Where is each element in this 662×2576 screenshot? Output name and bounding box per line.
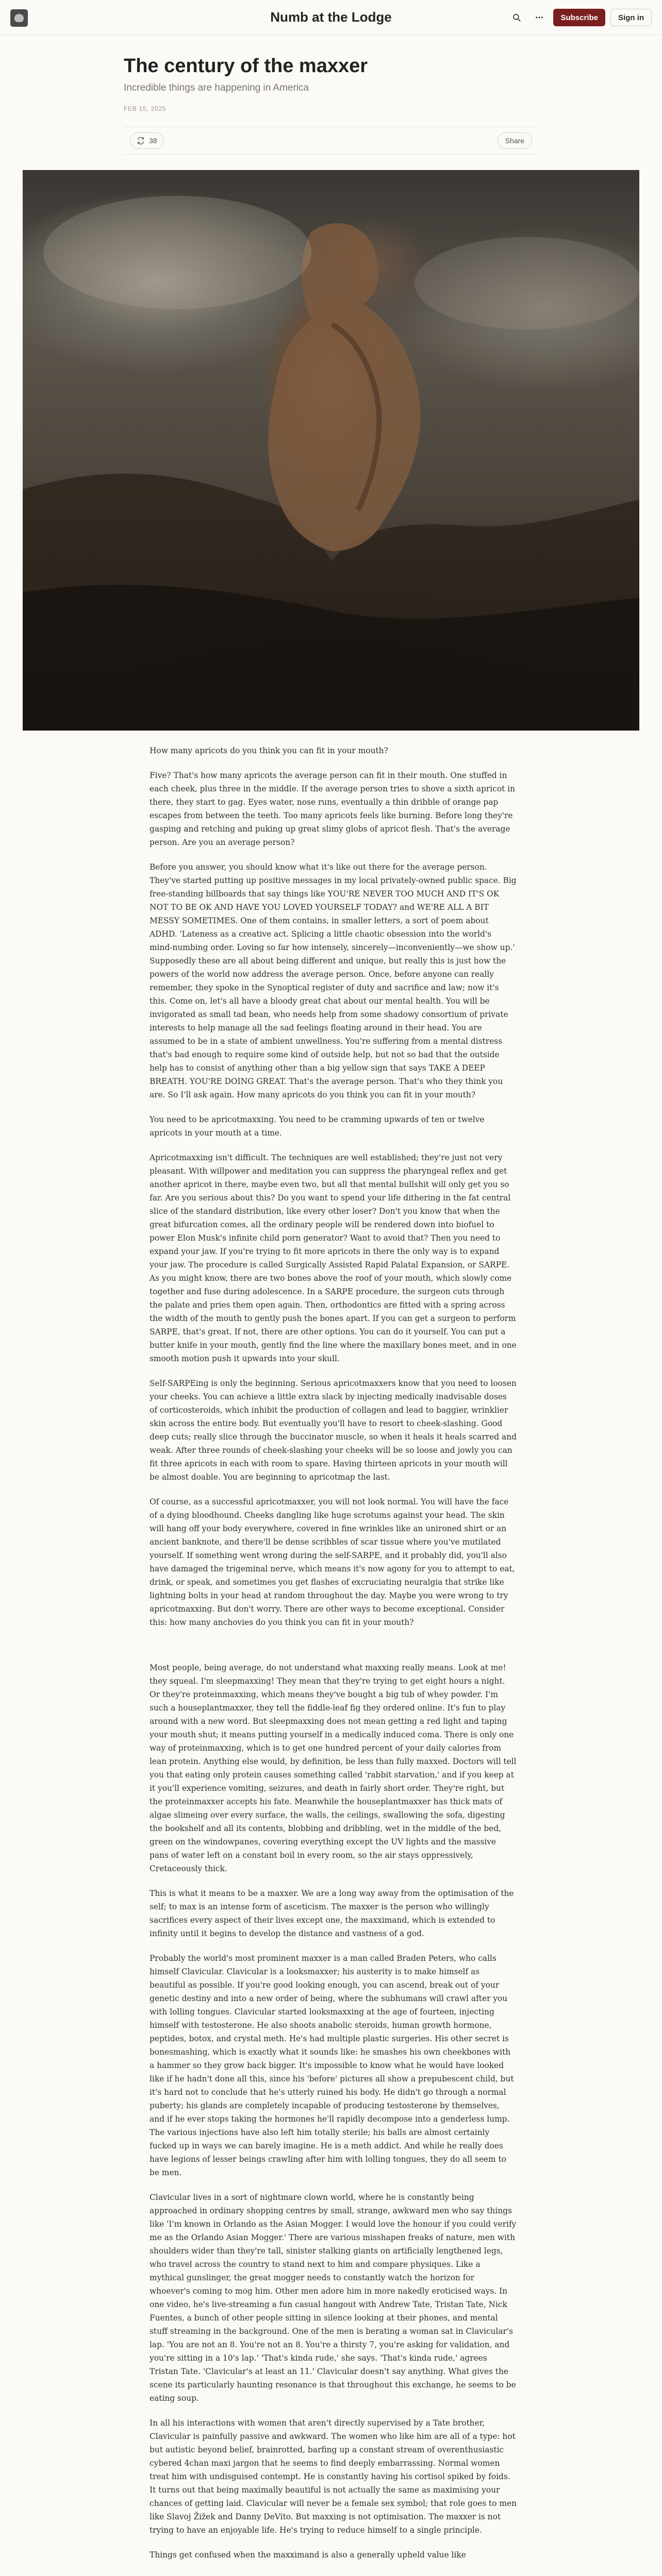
article-body xyxy=(150,744,517,2573)
search-icon xyxy=(512,13,521,22)
more-options-button[interactable] xyxy=(531,9,548,26)
search-button[interactable] xyxy=(508,9,525,26)
article-paragraph: Things get confused when the maxximand is also a generally upheld value like xyxy=(150,2550,466,2560)
restack-count: 38 xyxy=(149,137,157,145)
sign-in-button[interactable]: Sign in xyxy=(610,9,652,26)
article-paragraph: Apricotmaxxing isn't difficult. The techniques are well established; they're just not very pleasant. With willpower and meditation you can suppress the pharyngeal reflex and get another apricot in there, maybe even two, but all that mental bullshit will only get you so far. Are you serious about this? Do you want to spend your life dithering in the fat central slice of the standard distribution, like every other loser? Don't you know that when the great bifurcation comes, all the ordinary people will be rendered down into biofuel to power Elon Musk's infinite child porn generator? Want to avoid that? Then you need to expand your jaw. If you're trying to fit more apricots in there the only way is to expand your jaw. The procedure is called Surgically Assisted Rapid Palatal Expansion, or SARPE. As you might know, there are two bones above the roof of your mouth, which slowly come together and fuse during adolescence. In a SARPE procedure, the surgeon cuts through the palate and pries them open again. Then, orthodontics are fitted with a spring across the width of the mouth to gently push the bones apart. If you can get a surgeon to perform SARPE, that's great. If not, there are other options. You can do it yourself. You can put a butter knife in your mouth, gently find the line where the maxillary bones meet, and in one smooth motion push it upwards into your skull. xyxy=(150,1153,517,1363)
subscribe-button[interactable]: Subscribe xyxy=(553,9,605,26)
article-paragraph: This is what it means to be a maxxer. We are a long way away from the optimisation of the self; to max is an intense form of asceticism. The maxxer is the person who willingly sacrifices every aspect of their lives except one, the maxximand, which is extended to infinity until it begins to develop the distance and vastness of a god. xyxy=(150,1889,514,1938)
post-action-bar xyxy=(124,127,538,155)
top-navigation-bar xyxy=(0,0,662,35)
hero-painting-image[interactable] xyxy=(23,170,639,731)
top-actions xyxy=(508,9,652,26)
article-paragraph: Self-SARPEing is only the beginning. Serious apricotmaxxers know that you need to loosen your cheeks. You can achieve a little extra slack by injecting medically inadvisable doses of corticosteroids, which inhibit the production of collagen and lead to baggier, wrinklier skin across the entire body. But eventually you'll have to resort to cheek-slashing. Good deep cuts; really slice through the buccinator muscle, so when it heals it heals scarred and weak. After three rounds of cheek-slashing your cheeks will be so loose and jowly you can fit three apricots in each with room to spare. Having thirteen apricots in your mouth will be almost doable. You are beginning to apricotmap the last. xyxy=(150,1379,517,1482)
post-header xyxy=(124,54,538,112)
publication-logo[interactable] xyxy=(10,9,28,27)
post-title: The century of the maxxer xyxy=(124,55,368,77)
painting-colossus-image xyxy=(23,170,639,731)
article-paragraph: You need to be apricotmaxxing. You need to be cramming upwards of ten or twelve apricots in your mouth at a time. xyxy=(150,1115,485,1138)
publication-name[interactable]: Numb at the Lodge xyxy=(270,9,392,25)
article-paragraph: Before you answer, you should know what it's like out there for the average person. They've started putting up positive messages in my local privately-owned public space. Big free-standing billboards that say things like YOU'RE NEVER TOO MUCH AND IT'S OK NOT TO BE OK AND HAVE YOU LOVED YOURSELF TODAY? and WE'RE ALL A BIT MESSY SOMETIMES. One of them contains, in smaller letters, a sort of poem about ADHD. 'Lateness as a creative act. Splicing a little chaotic obsession into the world's mind-numbing order. Loving so far how intensely, sincerely—inconveniently—we show up.' Supposedly these are all about being different and unique, but really this is just how the powers of the world now address the average person. Once, before anyone can really remember, they spoke in the Synoptical register of duty and sacrifice and law; now it's this. Come on, let's all have a bloody great chat about our mental health. You will be invigorated as small tad bean, who needs help from some shadowy consortium of private interests to help manage all the sad feelings floating around in their head. You are assumed to be in a state of ambient unwellness. You're suffering from a mental distress that's bad enough to require some kind of outside help, but not so bad that the outside help has to consist of anything other than a big yellow sign that says TAKE A DEEP BREATH. YOU'RE DOING GREAT. That's the average person. That's who they think you are. So I'll ask again. How many apricots do you think you can fit in your mouth? xyxy=(150,862,517,1099)
article-paragraph: Of course, as a successful apricotmaxxer, you will not look normal. You will have the face of a dying bloodhound. Cheeks dangling like huge scrotums against your head. The skin will hang off your body everywhere, covered in fine wrinkles like an unironed shirt or an ancient banknote, and there'll be dense scribbles of scar tissue where you've mutilated yourself. If something went wrong during the self-SARPE, and it probably did, you'll also have damaged the trigeminal nerve, which means it's now agony for you to attempt to eat, drink, or speak, and sometimes you get flashes of excruciating neuralgia that strike like lightning bolts in your head at random throughout the day. Maybe you were wrong to try apricotmaxxing. But don't worry. There are other ways to become exceptional. Consider this: how many anchovies do you think you can fit in your mouth? xyxy=(150,1497,515,1627)
article-paragraph: Probably the world's most prominent maxxer is a man called Braden Peters, who calls himself Clavicular. Clavicular is a looksmaxxer; his austerity is to make himself as beautiful as possible. If you're good looking enough, you can ascend, break out of your genetic destiny and into a new order of being, where the subhumans will crawl after you with lolling tongues. Clavicular started looksmaxxing at the age of fourteen, injecting himself with testosterone. He also shoots anabolic steroids, human growth hormone, peptides, botox, and crystal meth. He's had multiple plastic surgeries. His other secret is bonesmashing, which is exactly what it sounds like: he smashes his own cheekbones with a hammer so they grow back bigger. It's impossible to know what he would have looked like if he hadn't done all this, since his 'before' pictures all show a prepubescent child, but it's hard not to conclude that he's utterly ruined his body. He didn't go through a normal puberty; his glands are completely incapable of producing testosterone by themselves, and if he ever stops taking the hormones he'll rapidly decompose into a genderless lump. The various injections have also left him totally sterile; his balls are almost certainly fucked up in ways we can barely imagine. He is a meth addict. And while he really does have legions of lesser beings crawling after him with lolling tongues, they do all seem to be men. xyxy=(150,1954,514,2177)
article-paragraph: How many apricots do you think you can fit in your mouth? xyxy=(150,746,388,755)
section-break xyxy=(150,1640,517,1661)
article-paragraph: Clavicular lives in a sort of nightmare clown world, where he is constantly being approached in ordinary shopping centres by small, strange, awkward men who say things like 'I'm known in Orlando as the Asian Mogger. I would love the honour if you could verify me as the Orlando Asian Mogger.' There are various misshapen freaks of nature, men with shoulders wider than they're tall, sinister stalking giants on artificially lengthened legs, who travel across the country to stand next to him and compare physiques. Like a mythical gunslinger, the great mogger needs to constantly watch the horizon for whoever's coming to mog him. Other men adore him in more nakedly eroticised ways. In one video, he's live-streaming a fun casual hangout with Andrew Tate, Tristan Tate, Nick Fuentes, a bunch of other people sitting in silence looking at their phones, and mental stuff streaming in the background. One of the men is berating a woman sat in Clavicular's lap. 'You are not an 8. You're not an 8. You're a thirsty 7, you're asking for validation, and you're sitting in a 10's lap.' 'That's kinda rude,' she says. 'That's kinda rude,' agrees Tristan Tate. 'Clavicular's at least an 11.' Clavicular doesn't say anything. What gives the scene its particularly haunting resonance is that throughout this exchange, he seems to be eating soup. xyxy=(150,2193,517,2403)
more-horizontal-icon xyxy=(535,13,544,22)
post-subtitle: Incredible things are happening in America xyxy=(124,82,309,93)
post-date: FEB 15, 2025 xyxy=(124,105,167,112)
restack-icon xyxy=(137,137,145,145)
article-paragraph: In all his interactions with women that aren't directly supervised by a Tate brother, Clavicular is painfully passive and awkward. The women who like him are all of a type: hot but autistic beyond belief, brainrotted, barfing up a constant stream of overenthusiastic cybered 4chan maxi jargon that he seems to find deeply embarrassing. Normal women treat him with undisguised contempt. He is constantly having his cortisol spiked by foids. It turns out that being maximally beautiful is not actually the same as maximising your chances of getting laid. Clavicular will never be a female sex symbol; that role goes to men like Slavoj Žižek and Danny DeVito. But maxxing is not optimisation. The maxxer is not trying to have an enjoyable life. He's trying to reduce himself to a single principle. xyxy=(150,2418,517,2535)
share-label: Share xyxy=(505,137,524,145)
article-paragraph: Most people, being average, do not understand what maxxing really means. Look at me! they squeal. I'm sleepmaxxing! They mean that they're trying to get eight hours a night. Or they're proteinmaxxing, which means they've bought a big tub of whey powder. I'm such a houseplantmaxxer, they tell the fiddle-leaf fig they ordered online. It's fun to play around with a new word. But sleepmaxxing does not mean getting a red light and taping your mouth shut; it means putting yourself in a medically induced coma. There is only one way of proteinmaxxing, which is to get one hundred percent of your daily calories from lean protein. Anything else would, by definition, be less than fully maxxed. Doctors will tell you that eating only protein causes something called 'rabbit starvation,' and if you keep at it you'll experience vomiting, seizures, and death in fairly short order. They're right, but the proteinmaxxer accepts his fate. Meanwhile the houseplantmaxxer has thick mats of algae slimeing over every surface, the walls, the ceilings, swallowing the sofa, digesting the bookshelf and all its contents, blobbing and dribbling, wet in the middle of the bed, green on the windowpanes, covering everything except the UV lights and the massive pans of water left on a constant boil in every room, so the air stays oppressively, Cretaceously thick. xyxy=(150,1663,517,1873)
article-paragraph: Five? That's how many apricots the average person can fit in their mouth. One stuffed in each cheek, plus three in the middle. If the average person tries to shove a sixth apricot in there, they start to gag. Eyes water, nose runs, eventually a thin dribble of orange pap escapes from between the teeth. Too many apricots feels like burning. Before long they're gasping and retching and puking up great slimy globs of apricot flesh. That's the average person. Are you an average person? xyxy=(150,771,516,847)
share-button[interactable] xyxy=(498,132,532,149)
restack-button[interactable] xyxy=(130,132,164,149)
